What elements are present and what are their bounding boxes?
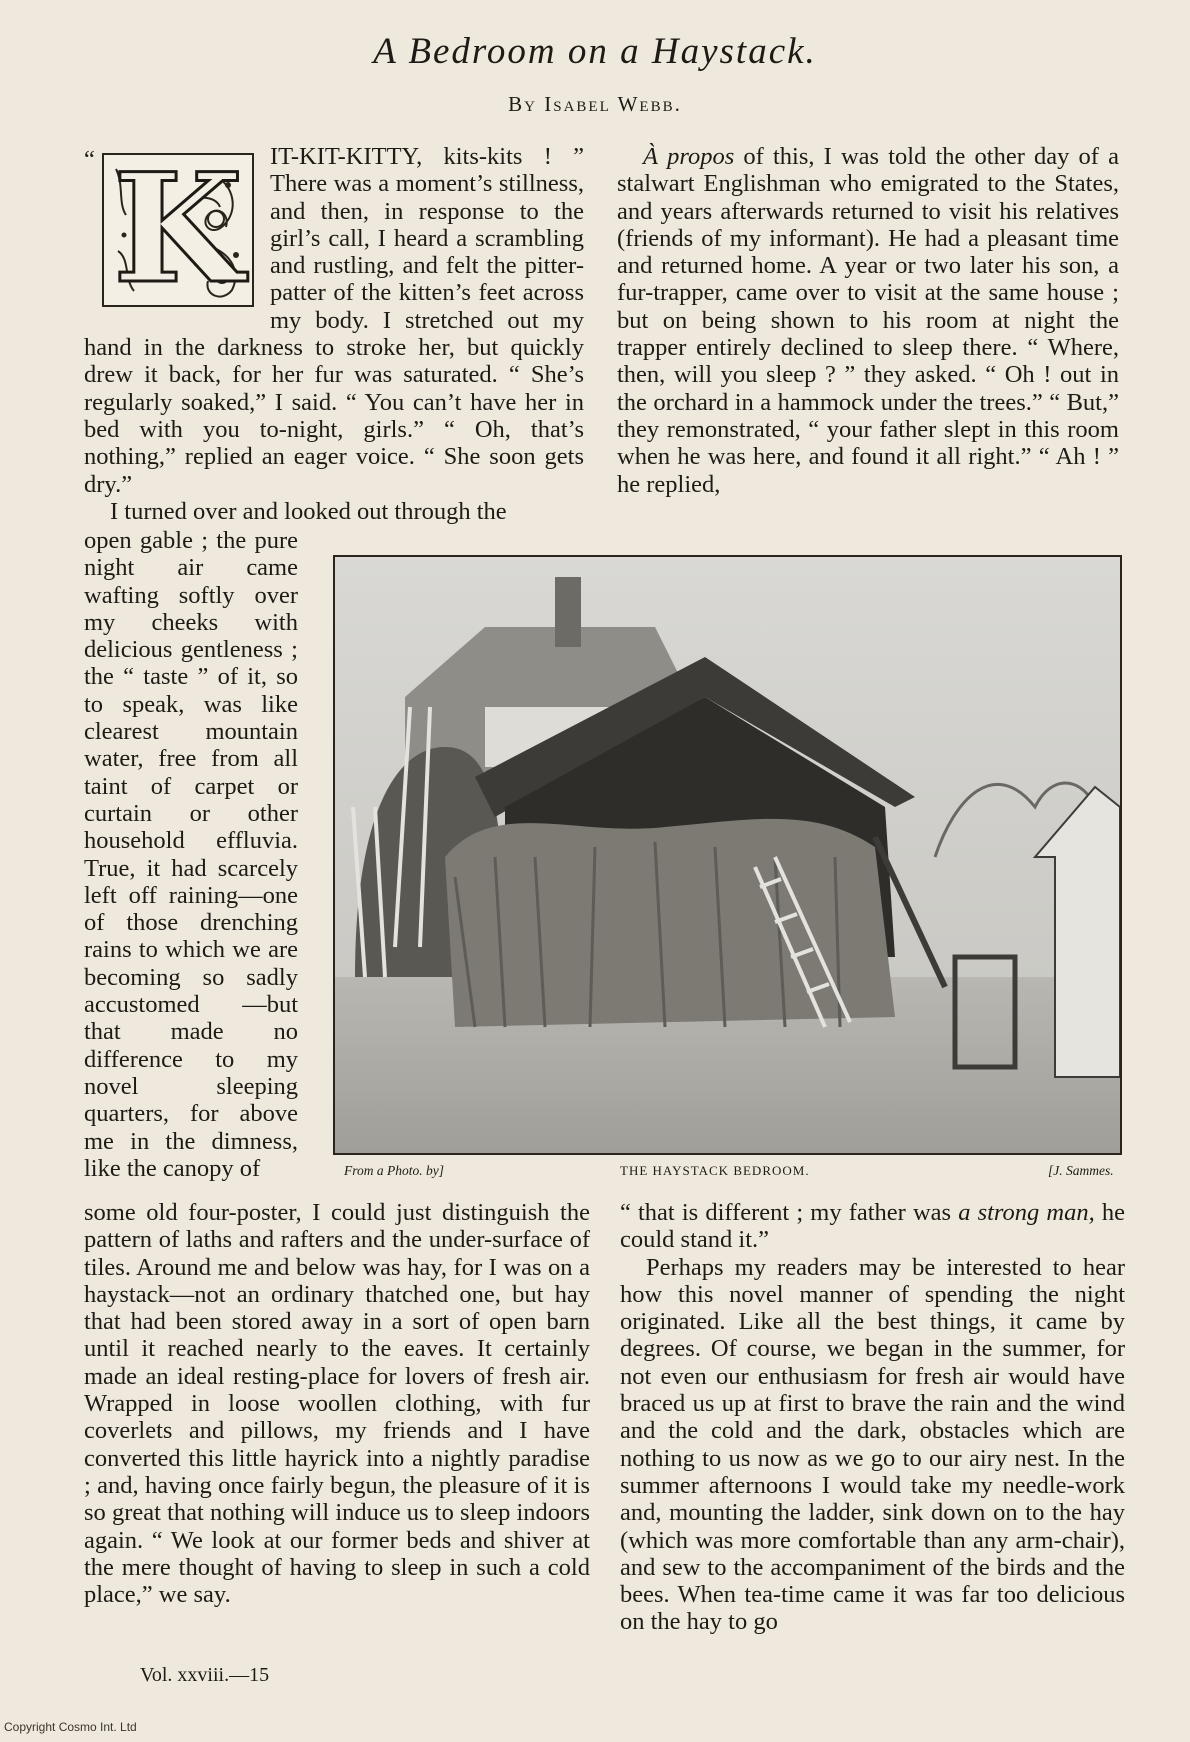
paragraph: IT-KIT-KITTY, kits-kits ! ” There was a moment’s stillness, and then, in response to the girl’s call, I heard a scrambling and rustling, and felt the pitter-patter of the kitten’s feet across my body. I stretched out my hand in the darkness to stroke her, but quickly drew it back, for her fur was saturated. “ She’s regularly soaked,” I said. “ You can’t have her in bed with you to-night, girls.” “ Oh, that’s nothing,” replied an eager voice. “ She soon gets dry.” bbox=[84, 143, 584, 498]
column-right-top bbox=[617, 143, 1119, 498]
opening-quote-mark: “ bbox=[84, 146, 95, 173]
paragraph: some old four-poster, I could just distinguish the pattern of laths and rafters and the under-surface of tiles. Around me and below was hay, for I was on a haystack—not an ordinary thatched one, but hay that had been stored away in a sort of open barn until it reached nearly to the eaves. It certainly made an ideal resting-place for lovers of fresh air. Wrapped in loose woollen clothing, with fur coverlets and pillows, my friends and I have converted this little hayrick into a nightly paradise ; and, having once fairly begun, the pleasure of it is so great that nothing will induce us to sleep indoors again. “ We look at our former beds and shiver at the mere thought of having to sleep in such a cold place,” we say. bbox=[84, 1199, 590, 1609]
volume-folio: Vol. xxviii.—15 bbox=[140, 1664, 270, 1686]
italic-phrase: À propos bbox=[643, 143, 735, 170]
photo-credit-left: From a Photo. by] bbox=[344, 1163, 444, 1178]
paragraph: open gable ; the pure night air came wafting softly over my cheeks with delicious gentleness ; the “ taste ” of it, so to speak, was like clearest mountain water, free from all taint of carpet or curtain or other household effluvia. True, it had scarcely left off raining—one of those drenching rains to which we are becoming so sadly accustomed —but that made no difference to my novel sleeping quarters, for above me in the dimness, like the canopy of bbox=[84, 527, 298, 1182]
column-left-narrow bbox=[84, 527, 298, 1182]
column-left-top bbox=[84, 143, 584, 525]
paragraph: of this, I was told the other day of a stalwart Englishman who emigrated to the States, and years afterwards returned to visit his relatives (friends of my informant). He had a pleasant time and returned home. A year or two later his son, a fur-trapper, came over to visit at the same house ; but on being shown to his room at night the trapper entirely declined to sleep there. “ Where, then, will you sleep ? ” they asked. “ Oh ! out in the orchard in a hammock under the trees.” “ But,” they remonstrated, “ your father slept in this room when he was here, and found it all right.” “ Ah ! ” he replied, bbox=[617, 143, 1119, 498]
initial-letter: K bbox=[112, 141, 244, 317]
photo-credit-right: [J. Sammes. bbox=[1048, 1163, 1114, 1178]
haystack-barn-image bbox=[335, 557, 1120, 1153]
haystack-photo bbox=[333, 555, 1122, 1155]
column-right-bottom bbox=[620, 1199, 1125, 1636]
paragraph: he could stand it.” bbox=[620, 1199, 1125, 1254]
italic-phrase: a strong man, bbox=[958, 1199, 1095, 1226]
copyright-watermark: Copyright Cosmo Int. Ltd bbox=[4, 1720, 137, 1734]
paragraph: Perhaps my readers may be interested to hear how this novel manner of spending the night originated. Like all the best things, it came by degrees. Of course, we began in the summer, for not even our enthusiasm for fresh air would have braced us up at first to brave the rain and the wind and the cold and the dark, obstacles which are nothing to us now as we go to our airy nest. In the summer afternoons I would take my needle-work and, mounting the ladder, sink down on to the hay (which was more comfortable than any arm-chair), and sew to the accompaniment of the birds and the bees. When tea-time came it was far too delicious on the hay to go bbox=[620, 1253, 1125, 1636]
column-left-bottom bbox=[84, 1199, 590, 1608]
decorative-initial-k bbox=[102, 141, 254, 317]
article-title: A Bedroom on a Haystack. bbox=[373, 31, 817, 72]
article-byline: By Isabel Webb. bbox=[508, 92, 682, 116]
paragraph: I turned over and looked out through the bbox=[110, 497, 507, 525]
paragraph: “ that is different ; my father was bbox=[620, 1199, 959, 1226]
photo-caption: THE HAYSTACK BEDROOM. bbox=[620, 1163, 810, 1178]
